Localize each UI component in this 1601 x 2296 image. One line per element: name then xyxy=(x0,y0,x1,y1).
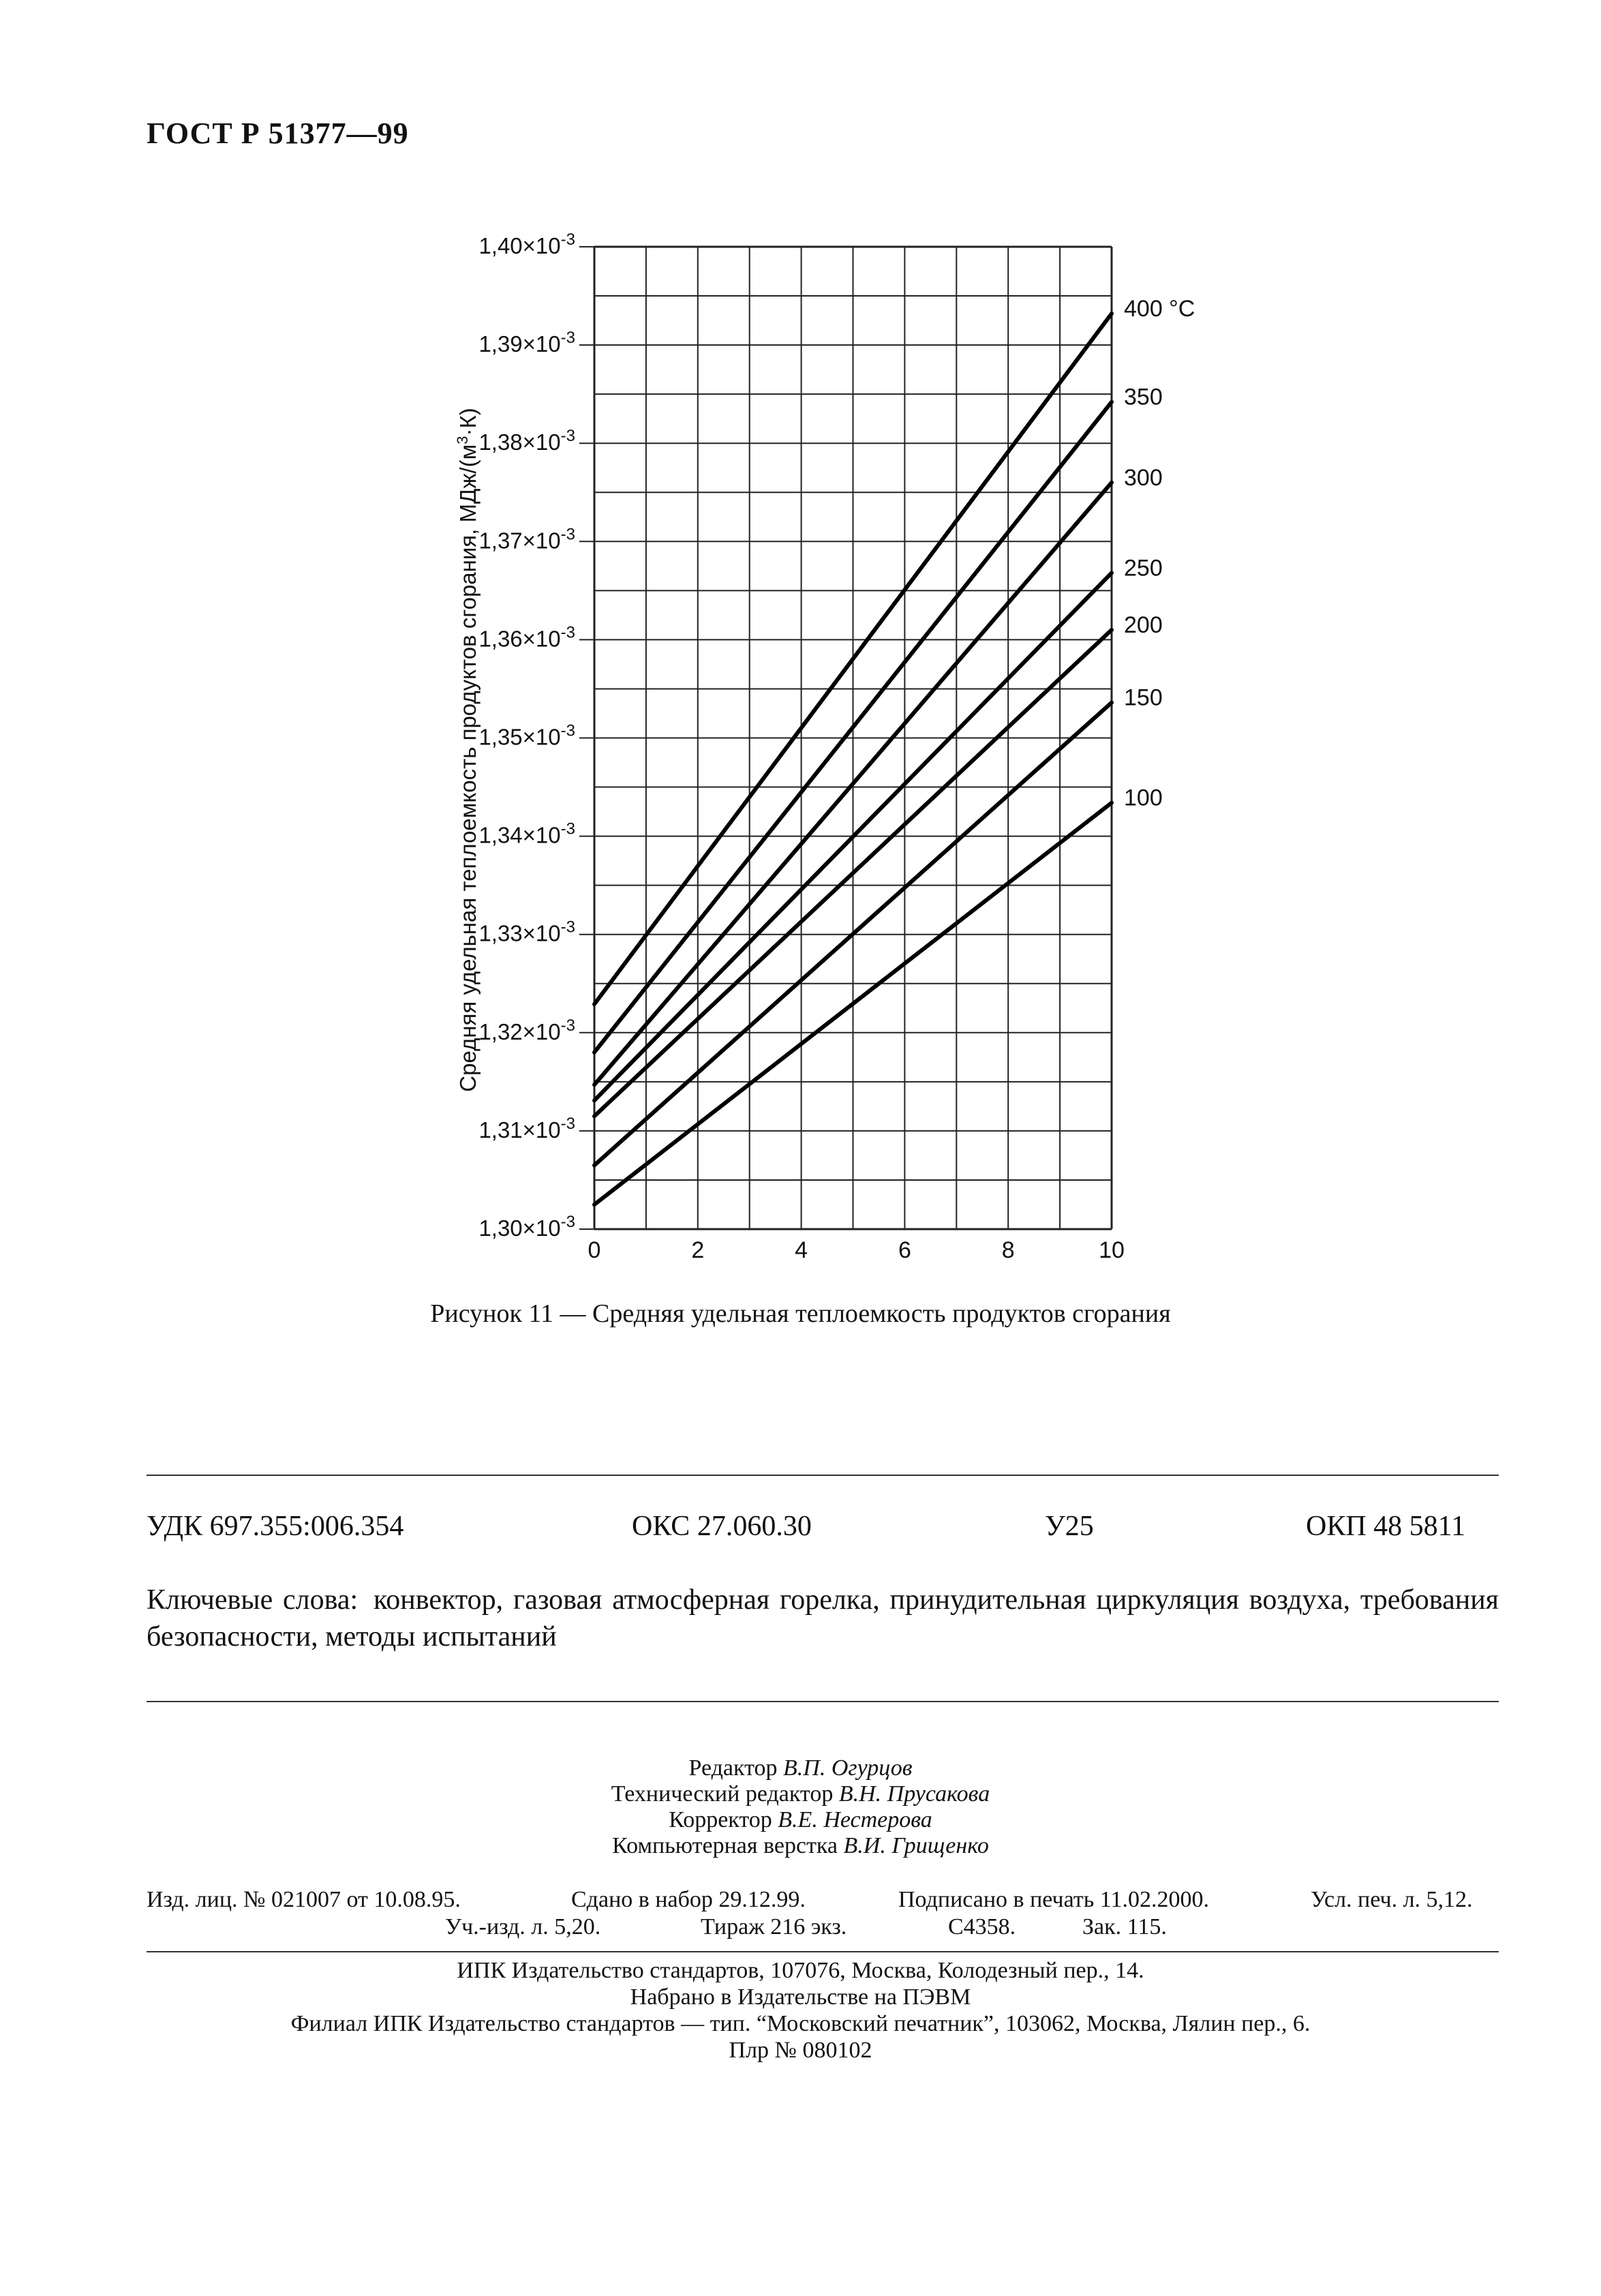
series-labels xyxy=(1124,296,1195,811)
series-label: 100 xyxy=(1124,785,1163,811)
x-tick-label: 8 xyxy=(1001,1237,1015,1263)
y-tick-label: $1,39\times 10^{-3}$ xyxy=(478,328,575,357)
y-tick-label: $1,35\times 10^{-3}$ xyxy=(478,721,575,750)
figure-caption: Рисунок 11 — Средняя удельная теплоемкость продуктов сгорания xyxy=(430,1299,1171,1328)
imprint-typeset: Сдано в набор 29.12.99. xyxy=(571,1887,806,1912)
keywords-label: Ключевые слова: xyxy=(147,1584,359,1616)
oks-code: ОКС 27.060.30 xyxy=(632,1511,812,1542)
x-tick-label: 4 xyxy=(795,1237,808,1263)
credit-editor: Редактор В.П. Огурцов xyxy=(688,1755,913,1781)
imprint-order: Зак. 115. xyxy=(1082,1914,1167,1939)
document-header: ГОСТ Р 51377—99 xyxy=(147,117,409,150)
publisher-line-4: Плр № 080102 xyxy=(729,2038,872,2063)
publisher-line-2: Набрано в Издательстве на ПЭВМ xyxy=(630,1984,971,2010)
imprint-print-run: Тираж 216 экз. xyxy=(701,1914,847,1939)
y-axis-label: Средняя удельная теплоемкость продуктов сгорания, МДж/$(м^3\cdot К)$ xyxy=(453,408,481,1092)
y-tick-label: $1,37\times 10^{-3}$ xyxy=(478,524,575,554)
divider-middle xyxy=(147,1701,1499,1702)
y-tick-label: $1,40\times 10^{-3}$ xyxy=(478,230,575,258)
imprint-sheets: Усл. печ. л. 5,12. xyxy=(1311,1887,1473,1912)
y-tick-label: $1,33\times 10^{-3}$ xyxy=(478,918,575,946)
y-axis-ticks xyxy=(478,230,575,1241)
x-tick-label: 6 xyxy=(898,1237,911,1263)
x-tick-label: 0 xyxy=(588,1237,601,1263)
imprint-license: Изд. лиц. № 021007 от 10.08.95. xyxy=(147,1887,461,1912)
x-tick-label: 10 xyxy=(1099,1237,1125,1263)
series-label: 350 xyxy=(1124,384,1163,410)
credit-tech-editor: Технический редактор В.Н. Прусакова xyxy=(611,1781,990,1807)
divider-bottom xyxy=(147,1951,1499,1952)
x-axis-ticks xyxy=(588,1237,1125,1263)
imprint-signed: Подписано в печать 11.02.2000. xyxy=(898,1887,1209,1912)
series-label: 250 xyxy=(1124,555,1163,581)
series-label: 200 xyxy=(1124,611,1163,638)
y-tick-label: $1,36\times 10^{-3}$ xyxy=(478,622,575,652)
credit-corrector: Корректор В.Е. Нестерова xyxy=(669,1807,932,1832)
series-label: 400 °C xyxy=(1124,295,1195,322)
y-tick-label: $1,38\times 10^{-3}$ xyxy=(478,426,575,455)
x-tick-label: 2 xyxy=(691,1237,705,1263)
imprint-code: С4358. xyxy=(948,1914,1016,1939)
y-tick-label: $1,32\times 10^{-3}$ xyxy=(478,1016,575,1044)
y-tick-label: $1,31\times 10^{-3}$ xyxy=(478,1114,575,1143)
series-label: 150 xyxy=(1124,684,1163,711)
publisher-line-1: ИПК Издательство стандартов, 107076, Москва, Колодезный пер., 14. xyxy=(457,1958,1144,1983)
okp-code: ОКП 48 5811 xyxy=(1306,1511,1466,1542)
y-tick-label: $1,34\times 10^{-3}$ xyxy=(478,819,575,848)
imprint-pub-sheets: Уч.-изд. л. 5,20. xyxy=(445,1914,601,1939)
series-label: 300 xyxy=(1124,464,1163,491)
y-tick-label: $1,30\times 10^{-3}$ xyxy=(478,1212,575,1241)
credit-layout: Компьютерная верстка В.И. Грищенко xyxy=(612,1833,989,1858)
u-code: У25 xyxy=(1045,1511,1094,1542)
divider-top xyxy=(147,1475,1499,1476)
publisher-line-3: Филиал ИПК Издательство стандартов — тип. “Московский печатник”, 103062, Москва, Лялин пер., 6. xyxy=(290,2011,1311,2036)
keywords-text: конвектор, газовая атмосферная горелка, принудительная циркуляция воздуха, требования безопасности, методы испытаний xyxy=(147,1584,1499,1652)
keywords xyxy=(147,1582,1499,1655)
udk-code: УДК 697.355:006.354 xyxy=(147,1511,404,1542)
